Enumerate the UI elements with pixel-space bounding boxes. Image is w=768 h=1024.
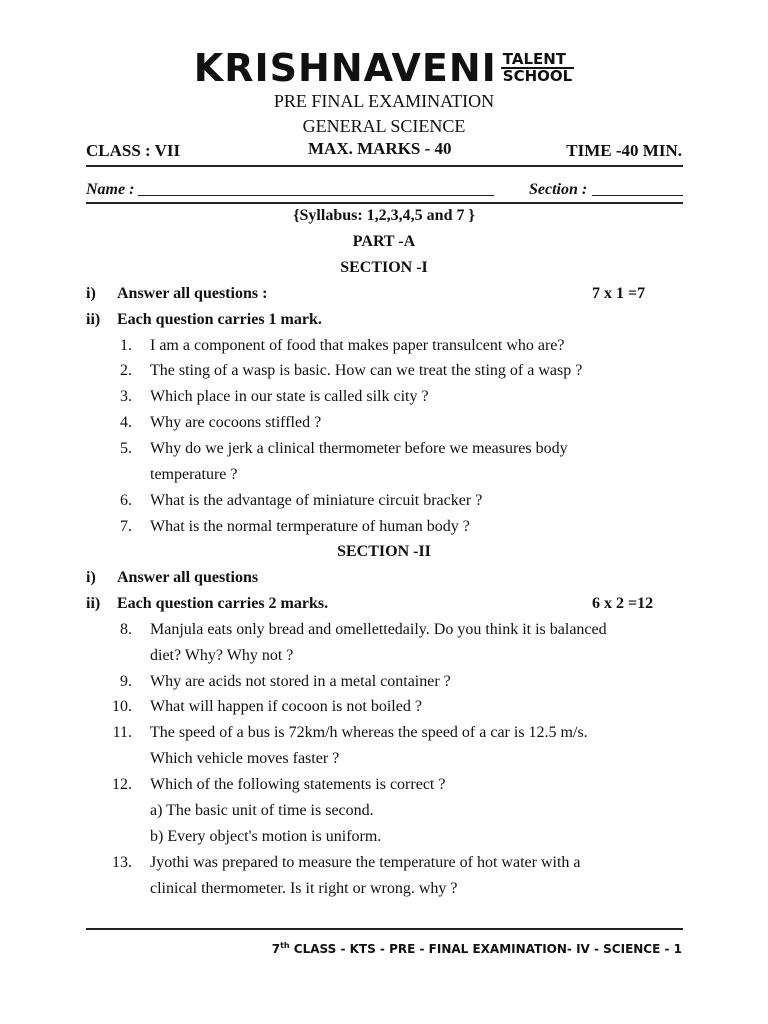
question-text: The sting of a wasp is basic. How can we treat the sting of a wasp ? bbox=[150, 362, 583, 379]
section1-marks: 7 x 1 =7 bbox=[592, 285, 646, 302]
question-number: 4. bbox=[120, 414, 132, 431]
question-text: Jyothi was prepared to measure the temperature of hot water with a bbox=[150, 854, 581, 871]
question-text-cont: diet? Why? Why not ? bbox=[150, 647, 294, 664]
question-text: Why do we jerk a clinical thermometer before we measures body bbox=[150, 440, 568, 457]
question-text: I am a component of food that makes paper transulcent who are? bbox=[150, 337, 565, 354]
footer-class-sup: th bbox=[280, 941, 290, 950]
question-text: What will happen if cocoon is not boiled ? bbox=[150, 698, 422, 715]
roman-numeral: i) bbox=[86, 569, 96, 586]
question-text: What is the normal termperature of human body ? bbox=[150, 518, 470, 535]
logo-side-text bbox=[501, 52, 574, 84]
question-number: 9. bbox=[120, 673, 132, 690]
part-title: PART -A bbox=[352, 233, 416, 250]
question-text-cont: Which vehicle moves faster ? bbox=[150, 750, 340, 767]
question-number: 5. bbox=[120, 440, 132, 457]
question-text-cont: temperature ? bbox=[150, 466, 238, 483]
question-number: 7. bbox=[120, 518, 132, 535]
question-number: 2. bbox=[120, 362, 132, 379]
question-text: Manjula eats only bread and omellettedaily. Do you think it is balanced bbox=[150, 621, 607, 638]
question-text: The speed of a bus is 72km/h whereas the speed of a car is 12.5 m/s. bbox=[150, 724, 588, 741]
footer-class-num: 7 bbox=[271, 942, 281, 956]
name-label: Name : bbox=[86, 181, 135, 198]
question-number: 11. bbox=[112, 724, 132, 741]
question-number: 6. bbox=[120, 492, 132, 509]
roman-numeral: ii) bbox=[86, 311, 101, 328]
instruction-text: Each question carries 1 mark. bbox=[117, 311, 322, 328]
page-footer bbox=[272, 938, 682, 957]
option-a: a) The basic unit of time is second. bbox=[150, 802, 374, 819]
instruction-text: Answer all questions : bbox=[117, 285, 268, 302]
question-text: What is the advantage of miniature circuit bracker ? bbox=[150, 492, 483, 509]
logo-talent: TALENT bbox=[501, 52, 574, 69]
question-text: Which of the following statements is correct ? bbox=[150, 776, 446, 793]
header-divider-bottom bbox=[86, 202, 683, 204]
header-divider-top bbox=[86, 165, 683, 167]
section2-title: SECTION -II bbox=[337, 543, 431, 560]
section-label: Section : bbox=[529, 181, 588, 198]
subject-title: GENERAL SCIENCE bbox=[302, 116, 466, 136]
instruction-text: Answer all questions bbox=[117, 569, 259, 586]
section-field[interactable] bbox=[592, 195, 683, 196]
logo-school: SCHOOL bbox=[502, 67, 573, 85]
question-number: 3. bbox=[120, 388, 132, 405]
option-b: b) Every object's motion is uniform. bbox=[150, 828, 382, 845]
question-text: Why are acids not stored in a metal container ? bbox=[150, 673, 451, 690]
section2-marks: 6 x 2 =12 bbox=[592, 595, 654, 612]
question-text: Which place in our state is called silk city ? bbox=[150, 388, 429, 405]
footer-divider bbox=[86, 928, 683, 930]
instruction-text: Each question carries 2 marks. bbox=[117, 595, 329, 612]
section1-title: SECTION -I bbox=[340, 259, 428, 276]
question-number: 12. bbox=[112, 776, 132, 793]
name-field[interactable] bbox=[138, 195, 494, 196]
question-number: 13. bbox=[112, 854, 132, 871]
roman-numeral: i) bbox=[86, 285, 96, 302]
question-number: 8. bbox=[120, 621, 132, 638]
time-label: TIME -40 MIN. bbox=[566, 141, 682, 160]
exam-title: PRE FINAL EXAMINATION bbox=[273, 91, 495, 111]
question-text-cont: clinical thermometer. Is it right or wrong. why ? bbox=[150, 880, 458, 897]
question-number: 1. bbox=[120, 337, 132, 354]
school-logo bbox=[0, 46, 768, 90]
class-label: CLASS : VII bbox=[86, 141, 181, 160]
question-text: Why are cocoons stiffled ? bbox=[150, 414, 322, 431]
logo-main-text: KRISHNAVENI bbox=[193, 46, 497, 90]
max-marks: MAX. MARKS - 40 bbox=[308, 139, 452, 158]
footer-text: CLASS - KTS - PRE - FINAL EXAMINATION- IV - SCIENCE - 1 bbox=[289, 942, 682, 956]
syllabus: {Syllabus: 1,2,3,4,5 and 7 } bbox=[293, 207, 475, 224]
question-number: 10. bbox=[112, 698, 132, 715]
roman-numeral: ii) bbox=[86, 595, 101, 612]
